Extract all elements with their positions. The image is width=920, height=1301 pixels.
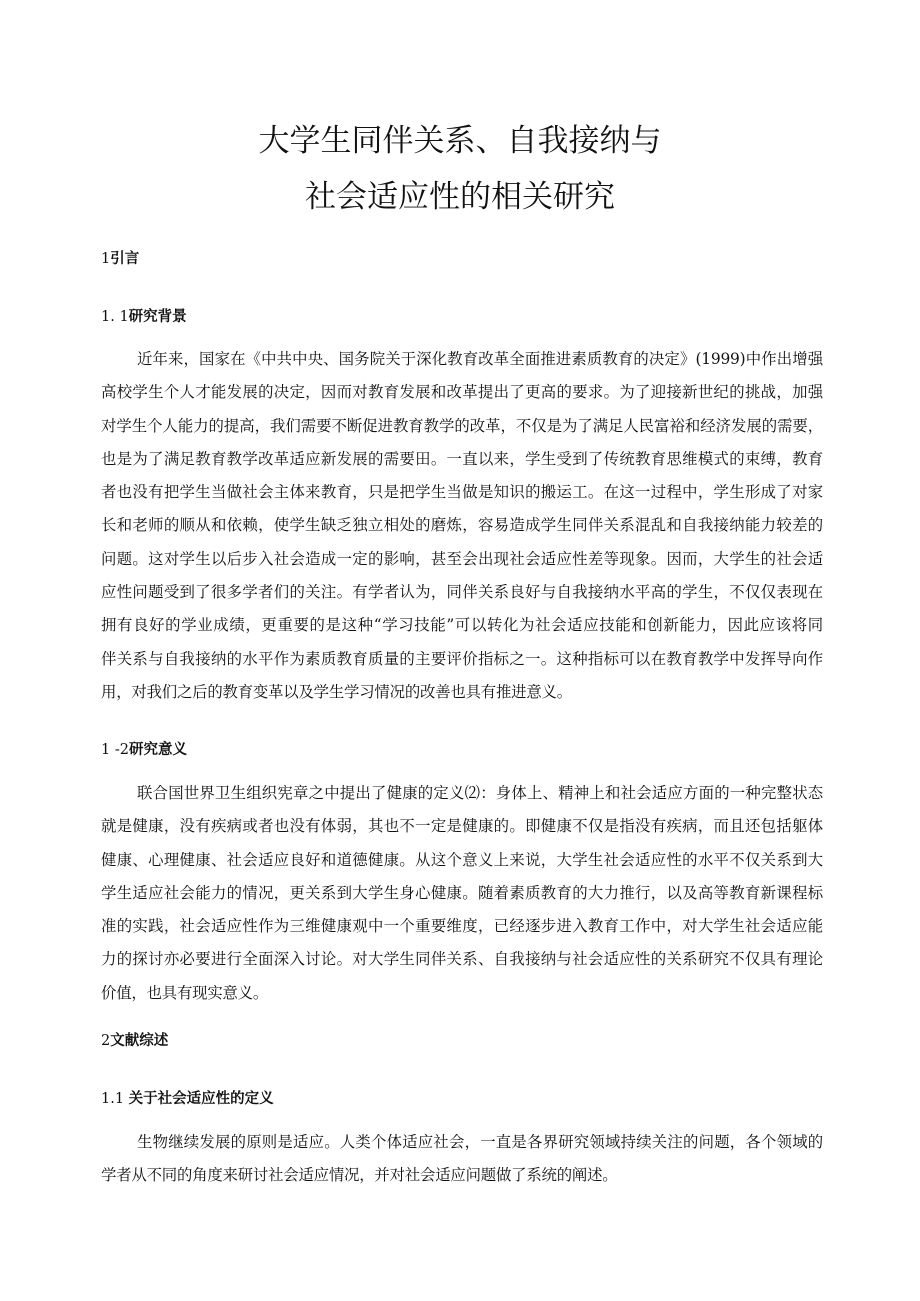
- section-title: 研究意义: [128, 742, 187, 758]
- text-line: 拥有良好的学业成绩，更重要的是这种“学习技能”可以转化为社会适应技能和创新能力，因此应该将同: [101, 616, 823, 635]
- page-title-line-1: 大学生同伴关系、自我接纳与: [258, 123, 662, 159]
- section-heading-social-adaptability-definition: [101, 1087, 274, 1108]
- text-line: 长和老师的顺从和依赖，使学生缺乏独立相处的磨炼，容易造成学生同伴关系混乱和自我接纳能力较差的: [101, 516, 823, 535]
- text-line: 高校学生个人才能发展的决定，因而对教育发展和改革提出了更高的要求。为了迎接新世纪的挑战，加强: [101, 383, 823, 402]
- text-line: 用，对我们之后的教育变革以及学生学习情况的改善也具有推进意义。: [101, 682, 572, 701]
- section-title: 文献综述: [110, 1033, 169, 1049]
- section-number: 1. 1: [101, 309, 129, 325]
- text-line: 者也没有把学生当做社会主体来教育，只是把学生当做是知识的搬运工。在这一过程中，学生形成了对家: [101, 483, 823, 502]
- text-line: 学生适应社会能力的情况，更关系到大学生身心健康。随着素质教育的大力推行，以及高等教育新课程标: [101, 883, 823, 902]
- section-title: 关于社会适应性的定义: [128, 1091, 274, 1107]
- section-number: 1.1: [101, 1091, 129, 1107]
- text-line: 应性问题受到了很多学者们的关注。有学者认为，同伴关系良好与自我接纳水平高的学生，不仅仅表现在: [101, 583, 823, 602]
- paragraph-research-background: [101, 343, 823, 709]
- section-number: 2: [101, 1033, 111, 1049]
- section-heading-introduction: [101, 247, 139, 268]
- text-line: 生物继续发展的原则是适应。人类个体适应社会，一直是各界研究领域持续关注的问题，各个领域的: [137, 1133, 823, 1151]
- section-heading-research-significance: [101, 738, 187, 759]
- text-line: 联合国世界卫生组织宪章之中提出了健康的定义⑵：身体上、精神上和社会适应方面的一种完整状态: [137, 784, 823, 802]
- section-number: 1 -2: [101, 742, 129, 758]
- paragraph-research-significance: [101, 777, 823, 1010]
- text-line: 就是健康，没有疾病或者也没有体弱，其也不一定是健康的。即健康不仅是指没有疾病，而且还包括躯体: [101, 817, 823, 836]
- text-line: 近年来，国家在《中共中央、国务院关于深化教育改革全面推进素质教育的决定》(1999)中作出增强: [137, 350, 823, 368]
- text-line: 问题。这对学生以后步入社会造成一定的影响，甚至会出现社会适应性差等现象。因而，大学生的社会适: [101, 549, 823, 568]
- section-title: 研究背景: [128, 309, 187, 325]
- text-line: 也是为了满足教育教学改革适应新发展的需要田。一直以来，学生受到了传统教育思维模式的束缚，教育: [101, 449, 823, 468]
- section-title: 引言: [110, 251, 140, 267]
- text-line: 健康、心理健康、社会适应良好和道德健康。从这个意义上来说，大学生社会适应性的水平不仅关系到大: [101, 850, 823, 869]
- section-heading-research-background: [101, 305, 187, 326]
- text-line: 准的实践，社会适应性作为三维健康观中一个重要维度，已经逐步进入教育工作中，对大学生社会适应能: [101, 917, 823, 936]
- section-heading-literature-review: [101, 1029, 168, 1050]
- paragraph-social-adaptability-definition: [101, 1126, 823, 1193]
- text-line: 学者从不同的角度来研讨社会适应情况，并对社会适应问题做了系统的阐述。: [101, 1166, 618, 1185]
- text-line: 力的探讨亦必要进行全面深入讨论。对大学生同伴关系、自我接纳与社会适应性的关系研究不仅具有理论: [101, 950, 823, 969]
- text-line: 伴关系与自我接纳的水平作为素质教育质量的主要评价指标之一。这种指标可以在教育教学中发挥导向作: [101, 649, 823, 668]
- text-line: 对学生个人能力的提高，我们需要不断促进教育教学的改革，不仅是为了满足人民富裕和经济发展的需要，: [101, 416, 823, 435]
- section-number: 1: [101, 251, 111, 267]
- page-title-line-2: 社会适应性的相关研究: [305, 179, 615, 215]
- text-line: 价值，也具有现实意义。: [101, 983, 269, 1002]
